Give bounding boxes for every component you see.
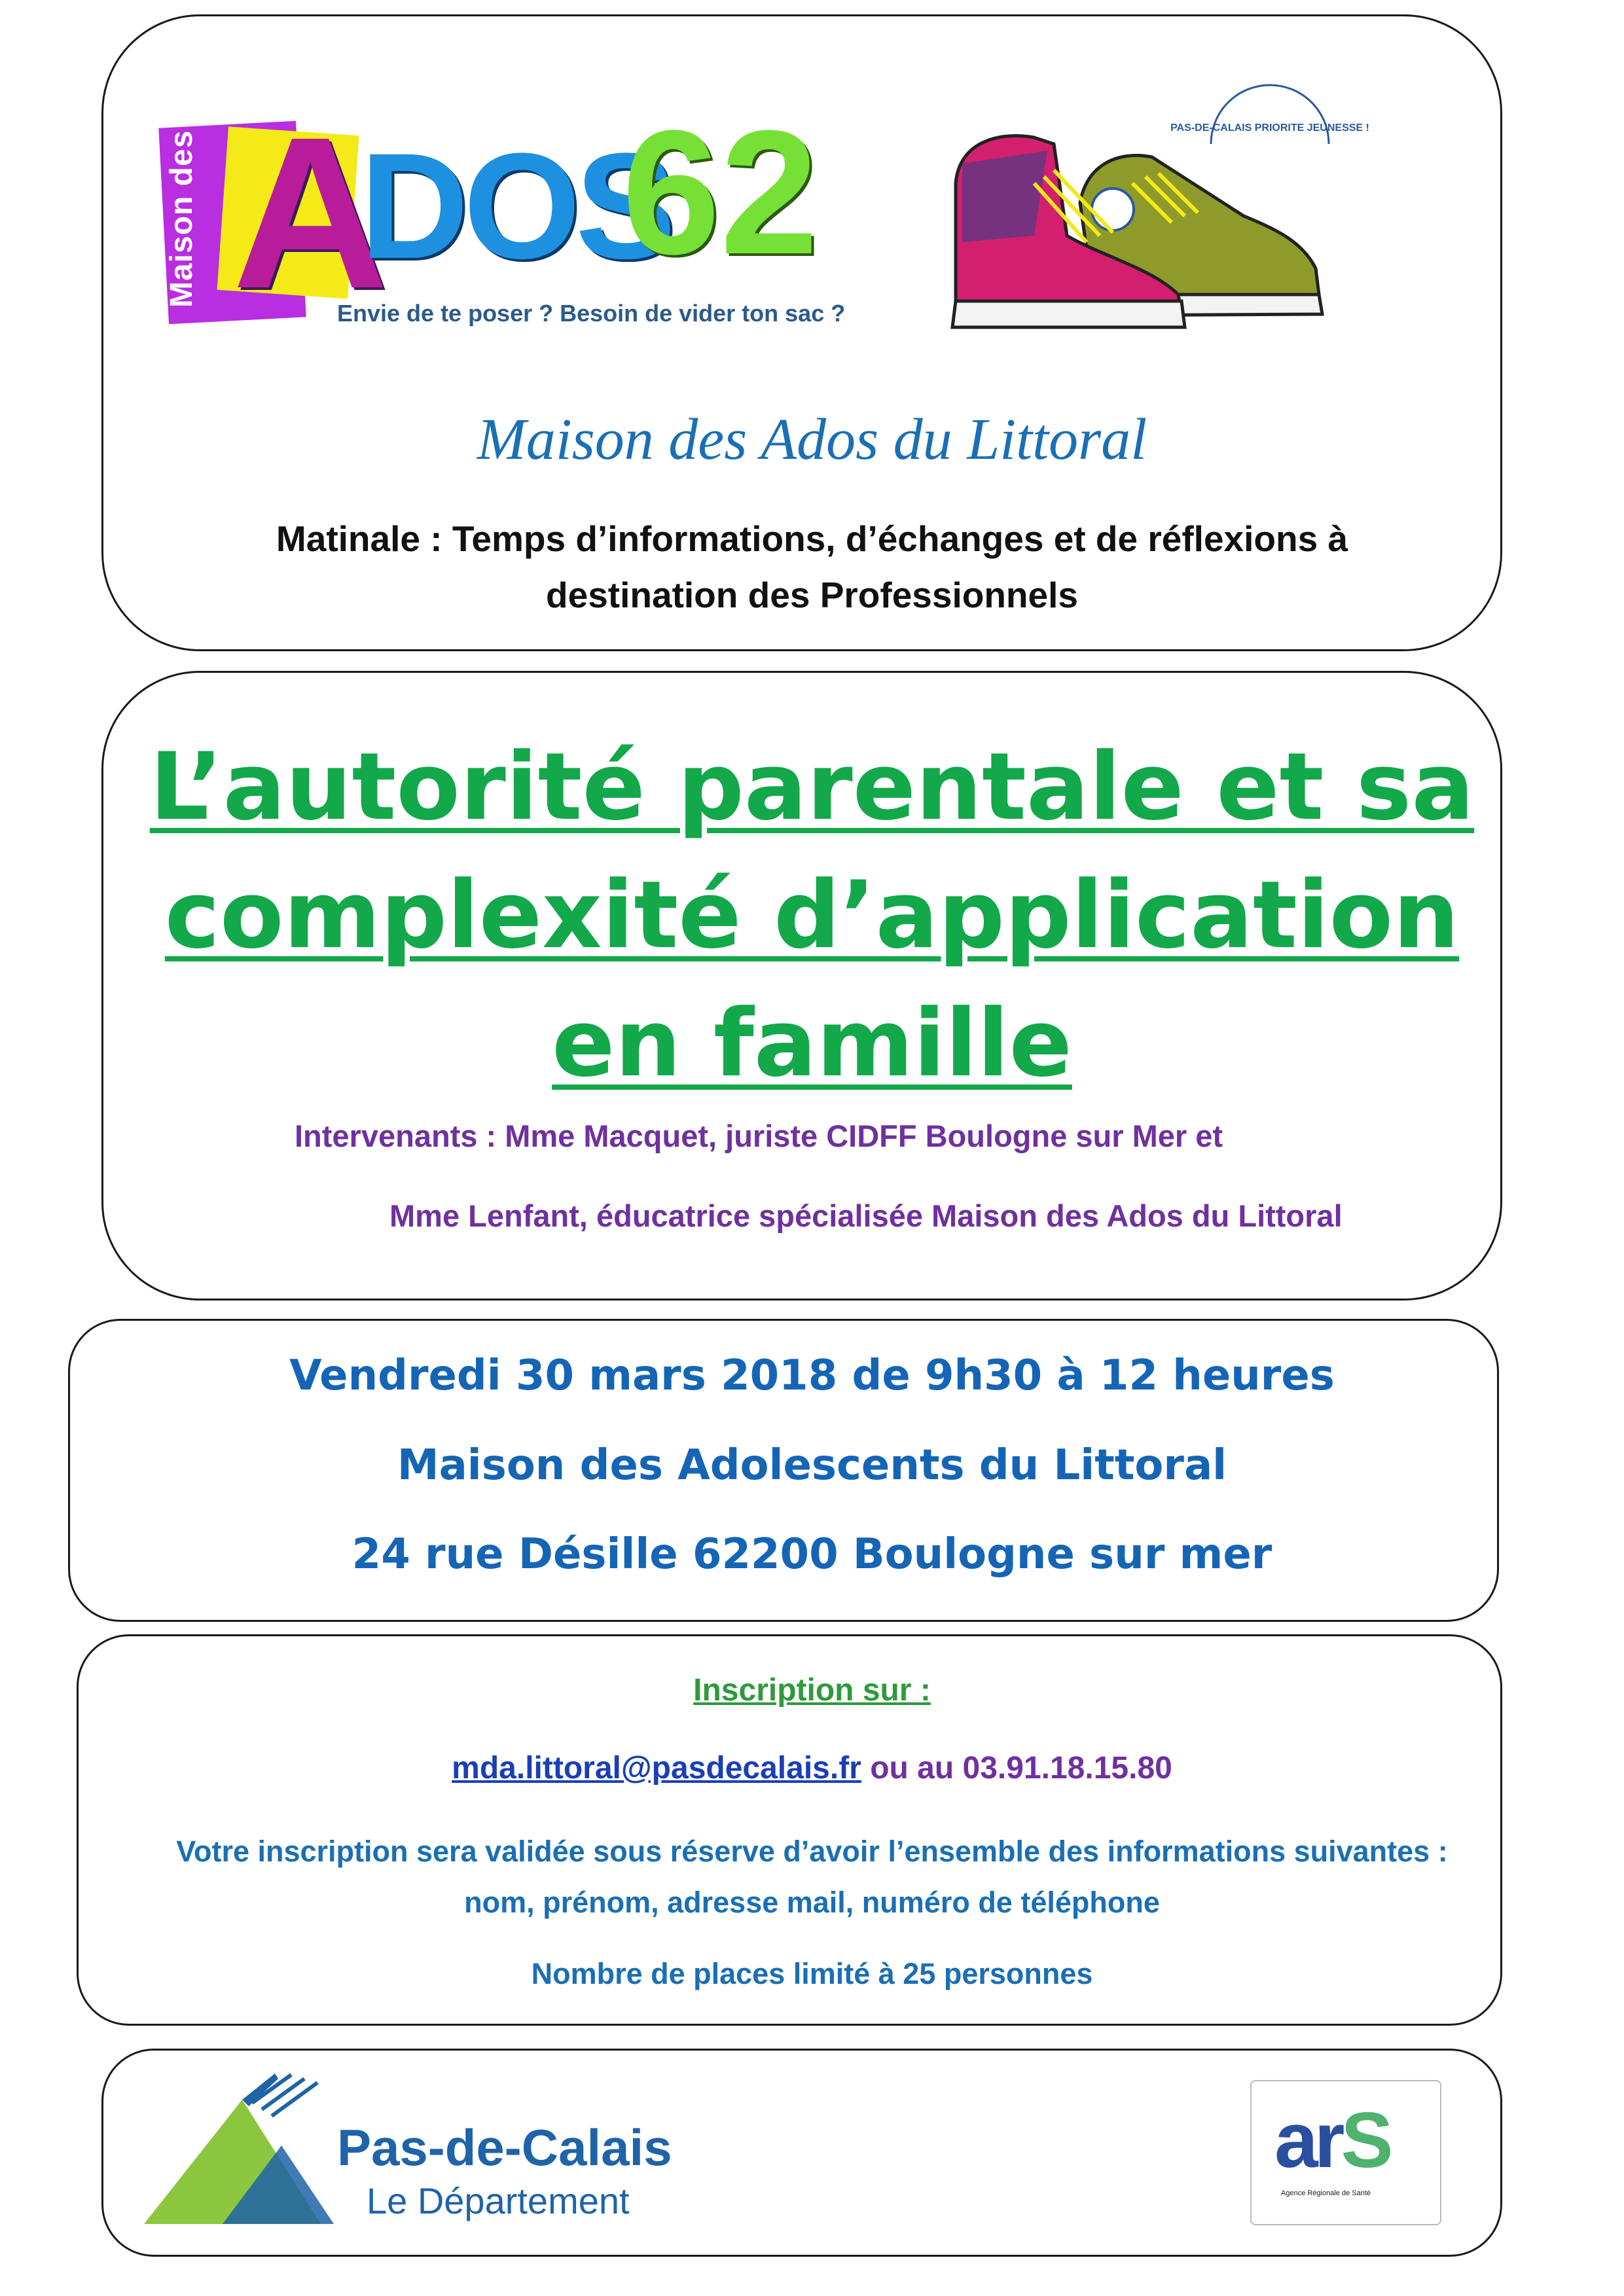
sneaker-badge-text: PAS-DE-CALAIS PRIORITE JEUNESSE ! xyxy=(1170,122,1369,134)
matinale-line-2: destination des Professionnels xyxy=(546,575,1078,615)
brand-title: Maison des Ados du Littoral xyxy=(477,407,1147,472)
pas-de-calais-subtitle: Le Département xyxy=(367,2180,630,2221)
title-line-1: L’autorité parentale et sa xyxy=(149,733,1475,841)
event-date: Vendredi 30 mars 2018 de 9h30 à 12 heures xyxy=(289,1352,1335,1400)
ados62-logo xyxy=(151,92,846,347)
speakers-line-1: Intervenants : Mme Macquet, juriste CIDFF Boulogne sur Mer et xyxy=(295,1119,1223,1153)
sneakers-illustration xyxy=(936,105,1369,340)
ars-logo-subtitle: Agence Régionale de Santé xyxy=(1281,2189,1371,2197)
ars-logo-text xyxy=(1274,2096,1390,2184)
title-line-2: complexité d’application xyxy=(164,861,1460,969)
registration-label: Inscription sur : xyxy=(693,1673,931,1708)
or-text: ou au xyxy=(861,1751,963,1785)
title-line-3: en famille xyxy=(552,990,1072,1098)
validation-text xyxy=(0,1826,1624,1928)
pas-de-calais-name: Pas-de-Calais xyxy=(337,2119,672,2176)
logo-tagline: Envie de te poser ? Besoin de vider ton sac ? xyxy=(337,300,846,327)
matinale-line-1: Matinale : Temps d’informations, d’échanges et de réflexions à xyxy=(276,518,1348,559)
event-place: Maison des Adolescents du Littoral xyxy=(397,1441,1227,1490)
logo-letter-a: A xyxy=(232,92,389,333)
phone-number[interactable]: 03.91.18.15.80 xyxy=(962,1751,1172,1785)
topic-title xyxy=(0,723,1624,1108)
ars-logo-ar: ar xyxy=(1274,2096,1341,2184)
ars-logo-s: S xyxy=(1341,2096,1390,2184)
registration-contact xyxy=(0,1750,1624,1786)
matinale-text xyxy=(0,511,1624,623)
email-link[interactable]: mda.littoral@pasdecalais.fr xyxy=(452,1751,861,1785)
logo-maison-text: Maison des xyxy=(164,130,199,308)
validation-line-1: Votre inscription sera validée sous réserve d’avoir l’ensemble des informations suivantes : xyxy=(176,1835,1448,1868)
ars-logo xyxy=(1250,2080,1441,2225)
logo-letters-dos: DOS xyxy=(360,122,671,290)
event-address: 24 rue Désille 62200 Boulogne sur mer xyxy=(352,1530,1272,1579)
speakers-line-2: Mme Lenfant, éducatrice spécialisée Maison des Ados du Littoral xyxy=(389,1198,1343,1233)
places-limit: Nombre de places limité à 25 personnes xyxy=(531,1957,1093,1990)
logo-number: 62 xyxy=(622,94,819,291)
validation-line-2: nom, prénom, adresse mail, numéro de téléphone xyxy=(464,1886,1160,1919)
